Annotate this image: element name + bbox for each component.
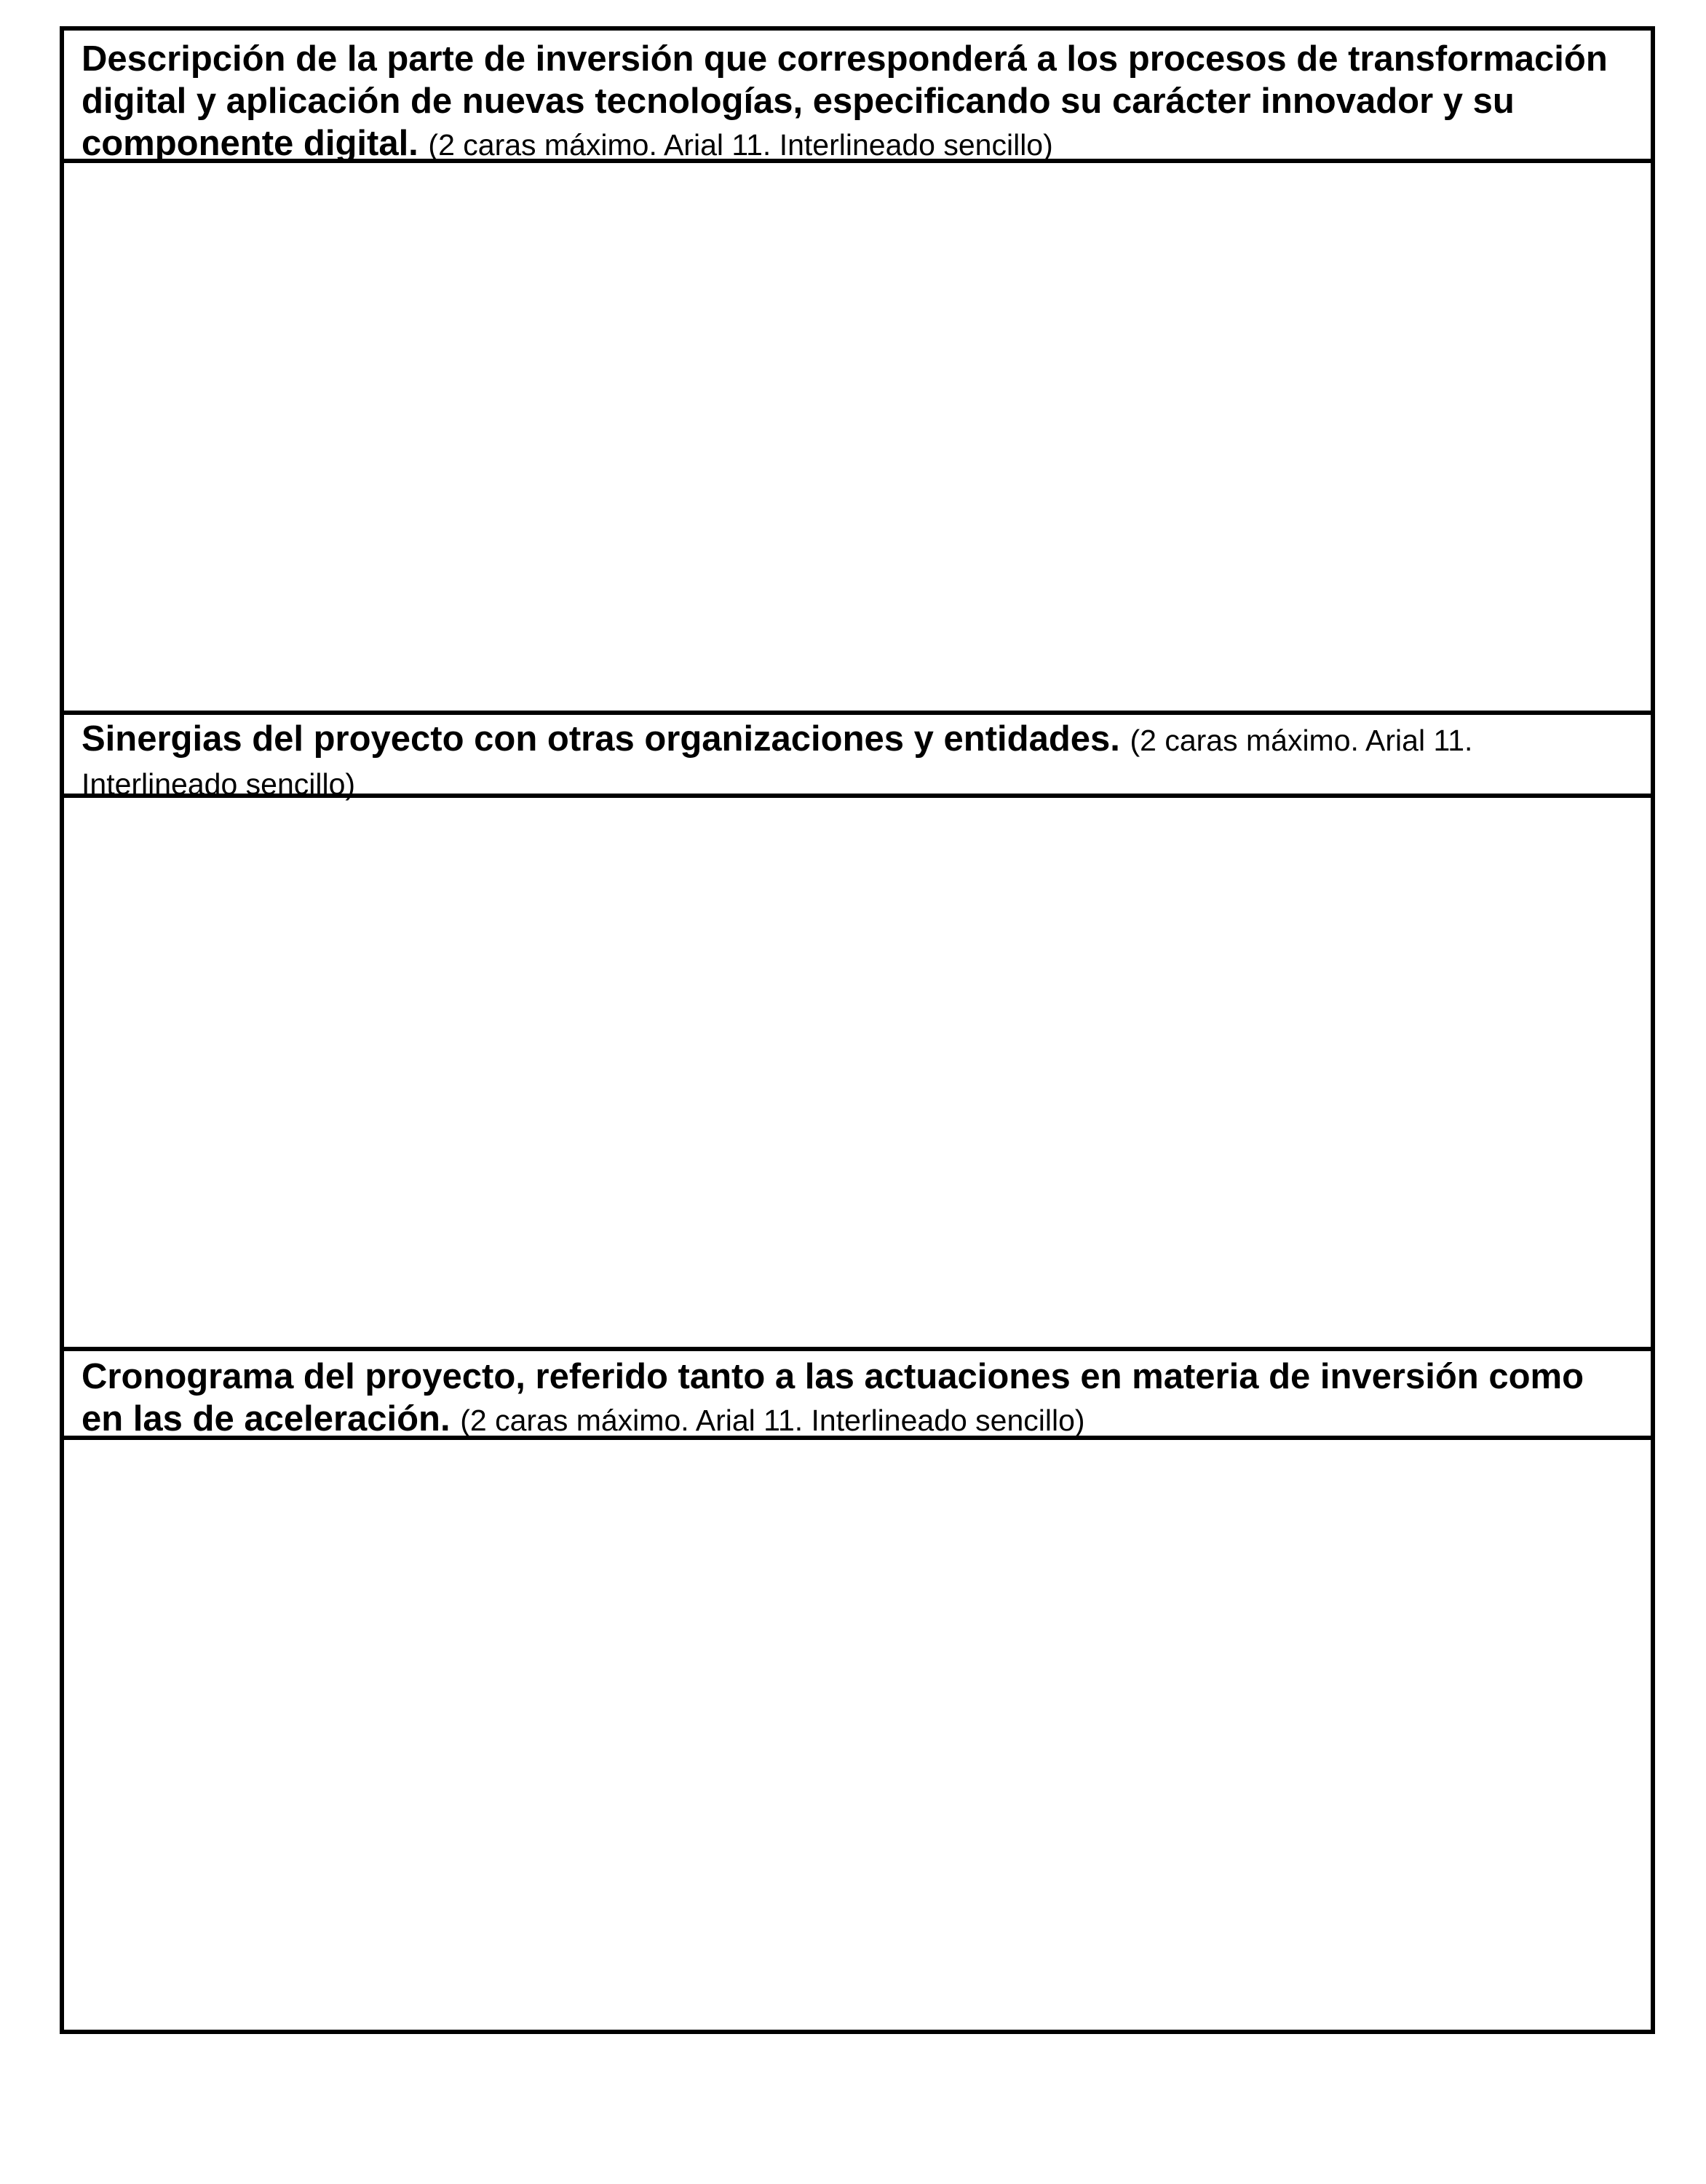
section-note: (2 caras máximo. Arial 11. Interlineado sencillo) <box>428 128 1053 162</box>
section-title: Descripción de la parte de inversión que corresponderá a los procesos de transformación digital y aplicación de nuevas tecnologías, especificando su carácter innovador y su componente digital. <box>82 39 1608 163</box>
section-header-investment-description <box>64 31 1651 163</box>
section-header-synergies <box>64 715 1651 801</box>
form-table <box>60 26 1655 2034</box>
section-title: Sinergias del proyecto con otras organizaciones y entidades. <box>82 719 1120 759</box>
section-body-schedule[interactable] <box>64 1440 1651 2030</box>
section-note: (2 caras máximo. Arial 11. Interlineado sencillo) <box>460 1404 1085 1437</box>
section-header-schedule <box>64 1351 1651 1440</box>
section-note: (2 caras máximo. Arial 11. Interlineado sencillo) <box>82 724 1473 801</box>
section-title: Cronograma del proyecto, referido tanto a las actuaciones en materia de inversión como en las de aceleración. <box>82 1357 1584 1439</box>
section-body-investment-description[interactable] <box>64 163 1651 715</box>
section-body-synergies[interactable] <box>64 798 1651 1351</box>
